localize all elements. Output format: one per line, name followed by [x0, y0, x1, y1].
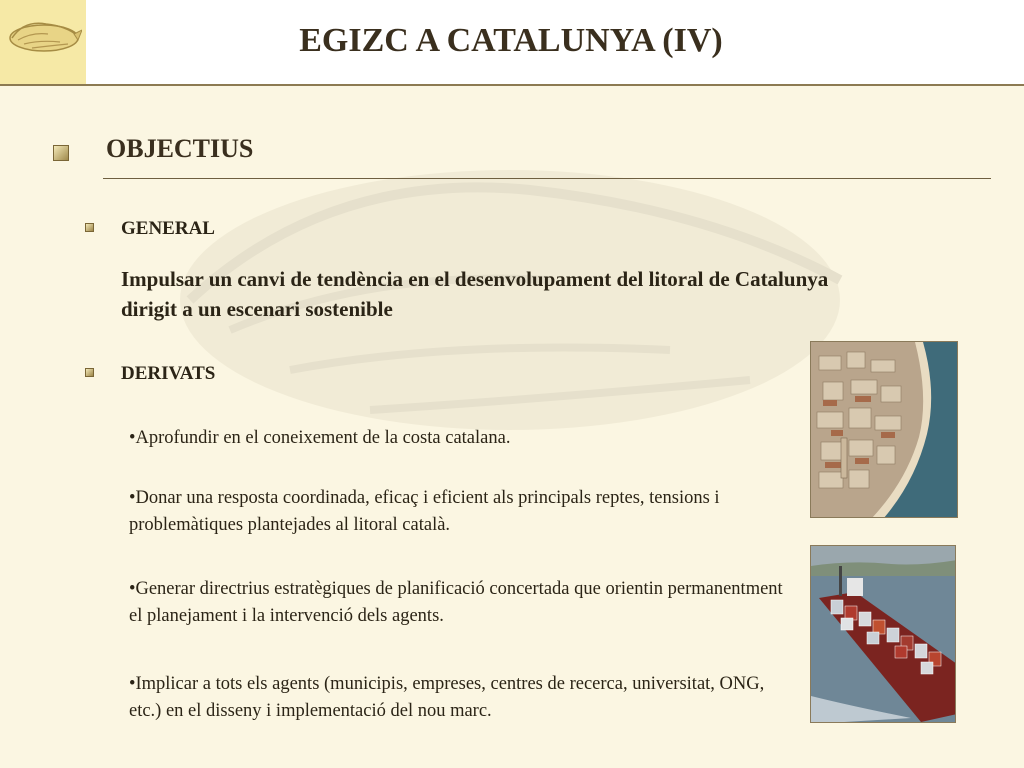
- seashell-icon: [4, 10, 82, 60]
- logo-box: [0, 0, 86, 84]
- slide-header: [0, 0, 1024, 86]
- section-heading: OBJECTIUS: [106, 134, 254, 163]
- derivat-item-3: •Generar directrius estratègiques de planificació concertada que orientin permanentment el planejament i la intervenció dels agents.: [129, 579, 783, 626]
- general-objective-text: Impulsar un canvi de tendència en el desenvolupament del litoral de Catalunya dirigit a un escenari sostenible: [121, 267, 829, 321]
- container-ship-photo: [810, 545, 956, 723]
- general-bullet-icon: [85, 223, 94, 232]
- section-bullet-icon: [53, 145, 69, 161]
- slide-title: EGIZC A CATALUNYA (IV): [299, 22, 723, 59]
- derivat-item-2: •Donar una resposta coordinada, eficaç i eficient als principals reptes, tensions i problemàtiques plantejades al litoral català.: [129, 488, 720, 535]
- derivat-item-4: •Implicar a tots els agents (municipis, empreses, centres de recerca, universitat, ONG, etc.) en el disseny i implementació del nou marc.: [129, 674, 765, 721]
- section-divider: [103, 178, 991, 179]
- general-heading: GENERAL: [121, 218, 215, 239]
- derivat-item-1: •Aprofundir en el coneixement de la costa catalana.: [129, 428, 511, 448]
- derivats-bullet-icon: [85, 368, 94, 377]
- coastal-town-photo: [810, 341, 958, 518]
- derivats-heading: DERIVATS: [121, 363, 216, 384]
